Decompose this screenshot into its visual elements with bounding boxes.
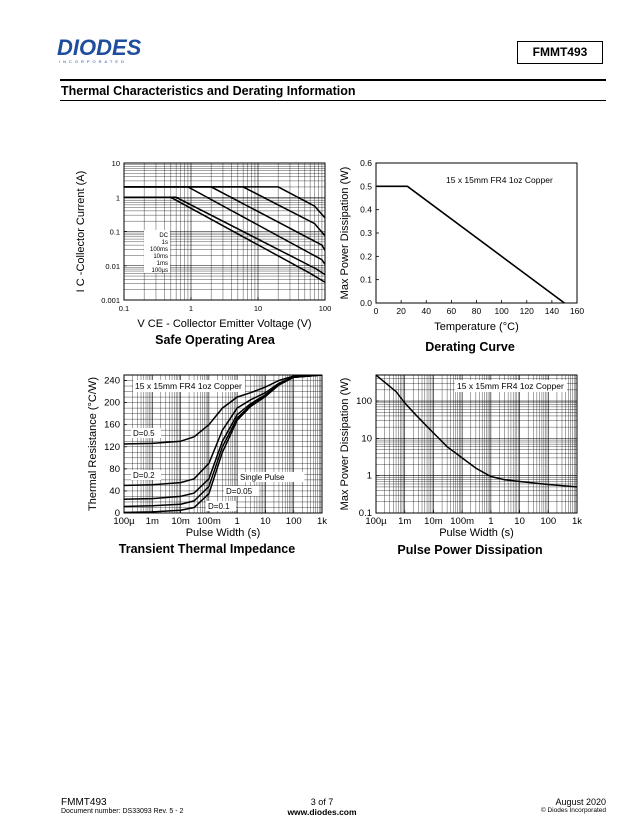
footer-page: 3 of 7: [310, 797, 334, 807]
y-tick-label: 0.4: [360, 204, 372, 215]
chart-legend: [144, 230, 170, 274]
x-tick-label: 60: [446, 306, 457, 316]
chart-caption: Pulse Power Dissipation: [397, 543, 543, 557]
series-label: D=0.5: [133, 429, 155, 438]
chart-3: [87, 375, 327, 556]
chart-caption: Transient Thermal Impedance: [118, 542, 296, 556]
x-tick-label: 80: [471, 306, 482, 316]
x-tick-label: 10: [253, 304, 263, 313]
y-tick-label: 0.001: [101, 296, 120, 305]
x-tick-label: 1m: [145, 516, 159, 527]
x-axis-label: Pulse Width (s): [185, 527, 261, 539]
footer-copyright: © Diodes Incorporated: [540, 807, 606, 814]
chart-4: [339, 375, 582, 557]
y-tick-label: 0.1: [109, 227, 120, 237]
footer-right: [541, 797, 606, 814]
y-tick-label: 0.5: [360, 181, 372, 192]
x-tick-label: 10: [514, 516, 525, 527]
y-tick-label: 0: [114, 508, 120, 519]
legend-entry: 1s: [161, 240, 168, 246]
x-tick-label: 160: [569, 306, 585, 316]
y-tick-label: 1: [115, 193, 120, 203]
section-title: Thermal Characteristics and Derating Information: [61, 84, 356, 98]
x-tick-label: 1k: [316, 516, 328, 527]
annotation-text: 15 x 15mm FR4 1oz Copper: [446, 175, 553, 185]
y-tick-label: 40: [109, 485, 120, 497]
chart-caption: Safe Operating Area: [155, 333, 275, 347]
legend-entry: 100ms: [149, 247, 168, 253]
x-axis-label: V CE - Collector Emitter Voltage (V): [137, 318, 312, 330]
x-tick-label: 100µ: [113, 516, 135, 527]
x-tick-label: 1: [488, 516, 494, 527]
footer-part: FMMT493: [61, 797, 107, 808]
x-tick-label: 10m: [171, 516, 190, 527]
part-number-box: FMMT493: [517, 41, 603, 64]
x-tick-label: 100: [318, 304, 332, 313]
y-tick-label: 240: [104, 375, 120, 387]
chart-2: [339, 158, 584, 354]
x-tick-label: 100m: [450, 516, 475, 527]
legend-entry: 100µs: [151, 268, 168, 274]
x-axis-label: Temperature (°C): [434, 321, 519, 333]
y-tick-label: 10: [111, 159, 120, 168]
y-tick-label: 80: [109, 463, 120, 475]
x-tick-label: 1m: [398, 516, 412, 527]
logo-text: DIODES: [57, 36, 142, 60]
series-label: Single Pulse: [240, 473, 285, 482]
footer-website[interactable]: www.diodes.com: [287, 807, 357, 817]
footer-date: August 2020: [555, 797, 606, 807]
y-tick-label: 0.2: [360, 251, 372, 262]
y-tick-label: 200: [104, 397, 120, 409]
y-tick-label: 0.6: [360, 158, 372, 168]
x-tick-label: 0.1: [118, 304, 130, 313]
x-axis-label: Pulse Width (s): [439, 527, 514, 539]
y-tick-label: 160: [104, 419, 120, 431]
series-label: D=0.05: [226, 487, 253, 496]
x-tick-label: 1k: [571, 516, 583, 527]
x-tick-label: 100: [285, 516, 302, 527]
x-tick-label: 1: [188, 304, 194, 313]
y-tick-label: 100: [356, 396, 372, 408]
chart-1: [75, 159, 331, 347]
y-axis-label: Max Power Dissipation (W): [339, 377, 351, 511]
chart-caption: Derating Curve: [425, 340, 515, 354]
legend-entry: 10ms: [153, 254, 168, 260]
y-tick-label: 0.01: [105, 261, 120, 271]
x-tick-label: 1: [234, 516, 240, 527]
x-tick-label: 10m: [424, 516, 443, 527]
series-label: D=0.2: [133, 471, 155, 480]
x-tick-label: 20: [396, 306, 406, 316]
x-tick-label: 100: [494, 306, 509, 316]
annotation-text: 15 x 15mm FR4 1oz Copper: [135, 381, 242, 391]
x-tick-label: 120: [519, 306, 534, 316]
y-tick-label: 120: [104, 441, 120, 453]
y-tick-label: 0.3: [360, 228, 372, 238]
chart-grid: [376, 375, 577, 513]
y-tick-label: 10: [361, 433, 372, 445]
series-label: D=0.1: [208, 502, 230, 511]
y-axis-label: Max Power Dissipation (W): [339, 166, 351, 300]
y-tick-label: 0.1: [358, 508, 372, 519]
footer-doc-number: Document number: DS33093 Rev. 5 - 2: [61, 808, 184, 815]
y-tick-label: 0.1: [360, 274, 372, 285]
x-tick-label: 100: [540, 516, 557, 527]
x-tick-label: 100µ: [365, 516, 387, 527]
y-tick-label: 0.0: [360, 298, 372, 308]
y-axis-label: Thermal Resistance (°C/W): [87, 377, 99, 511]
logo-subtext: INCORPORATED: [59, 59, 127, 64]
x-tick-label: 10: [260, 516, 271, 527]
legend-entry: 1ms: [156, 261, 168, 267]
y-tick-label: 1: [366, 470, 372, 482]
series-line-1: [376, 186, 564, 303]
annotation-text: 15 x 15mm FR4 1oz Copper: [457, 381, 564, 391]
y-axis-label: I C -Collector Current (A): [75, 170, 87, 293]
x-tick-label: 100m: [196, 516, 221, 527]
x-tick-label: 140: [544, 306, 559, 316]
legend-entry: DC: [159, 233, 168, 239]
x-tick-label: 0: [373, 306, 379, 316]
x-tick-label: 40: [421, 306, 431, 316]
